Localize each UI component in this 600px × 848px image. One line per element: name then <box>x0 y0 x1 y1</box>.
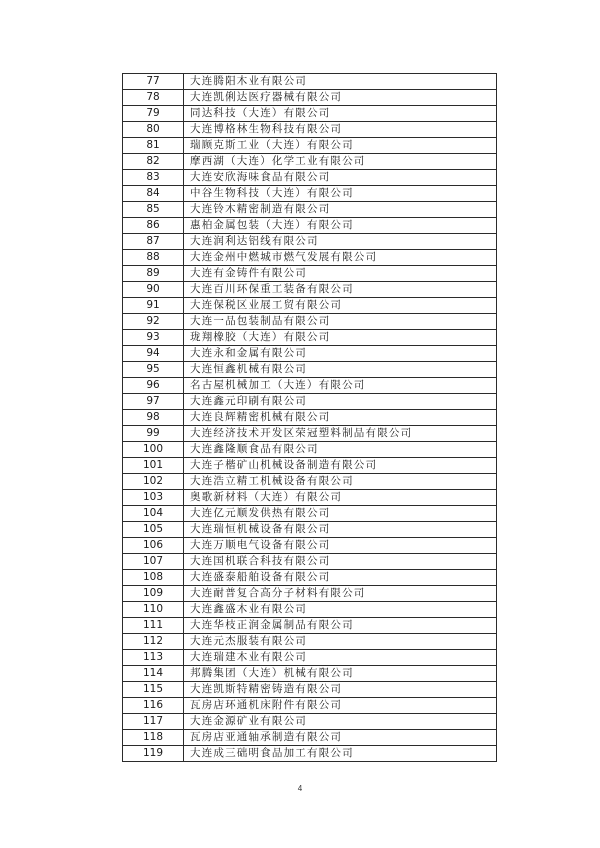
row-number: 101 <box>123 458 184 474</box>
company-name: 瑞顾克斯工业（大连）有限公司 <box>184 138 497 154</box>
row-number: 77 <box>123 74 184 90</box>
table-row <box>123 122 497 138</box>
row-number: 119 <box>123 746 184 762</box>
table-row <box>123 378 497 394</box>
table-row <box>123 186 497 202</box>
row-number: 106 <box>123 538 184 554</box>
company-name: 大连良辉精密机械有限公司 <box>184 410 497 426</box>
table-row <box>123 282 497 298</box>
table-row <box>123 490 497 506</box>
table-row <box>123 554 497 570</box>
table-row <box>123 506 497 522</box>
table-row <box>123 218 497 234</box>
company-list-body <box>123 74 497 762</box>
company-name: 大连国机联合科技有限公司 <box>184 554 497 570</box>
table-row <box>123 362 497 378</box>
company-name: 大连金州中燃城市燃气发展有限公司 <box>184 250 497 266</box>
company-name: 大连永和金属有限公司 <box>184 346 497 362</box>
company-name: 大连有金铸件有限公司 <box>184 266 497 282</box>
table-row <box>123 170 497 186</box>
row-number: 88 <box>123 250 184 266</box>
table-row <box>123 538 497 554</box>
company-name: 摩西湖（大连）化学工业有限公司 <box>184 154 497 170</box>
row-number: 87 <box>123 234 184 250</box>
row-number: 96 <box>123 378 184 394</box>
table-row <box>123 570 497 586</box>
company-name: 大连凯俐达医疗器械有限公司 <box>184 90 497 106</box>
row-number: 94 <box>123 346 184 362</box>
row-number: 84 <box>123 186 184 202</box>
company-name: 大连鑫元印刷有限公司 <box>184 394 497 410</box>
row-number: 89 <box>123 266 184 282</box>
row-number: 99 <box>123 426 184 442</box>
table-row <box>123 634 497 650</box>
table-row <box>123 74 497 90</box>
company-name: 奥歌新材料（大连）有限公司 <box>184 490 497 506</box>
company-name: 大连恒鑫机械有限公司 <box>184 362 497 378</box>
company-name: 惠柏金属包装（大连）有限公司 <box>184 218 497 234</box>
table-row <box>123 330 497 346</box>
table-row <box>123 746 497 762</box>
table-row <box>123 650 497 666</box>
company-name: 瓦房店亚通轴承制造有限公司 <box>184 730 497 746</box>
table-row <box>123 154 497 170</box>
table-row <box>123 714 497 730</box>
company-name: 大连一品包装制品有限公司 <box>184 314 497 330</box>
row-number: 116 <box>123 698 184 714</box>
company-name: 邦腾集团（大连）机械有限公司 <box>184 666 497 682</box>
company-name: 大连腾阳木业有限公司 <box>184 74 497 90</box>
row-number: 93 <box>123 330 184 346</box>
company-name: 大连经济技术开发区荣冠塑料制品有限公司 <box>184 426 497 442</box>
company-name: 大连百川环保重工装备有限公司 <box>184 282 497 298</box>
table-row <box>123 730 497 746</box>
company-name: 大连盛泰船舶设备有限公司 <box>184 570 497 586</box>
company-name: 大连鑫盛木业有限公司 <box>184 602 497 618</box>
table-row <box>123 522 497 538</box>
table-row <box>123 698 497 714</box>
row-number: 102 <box>123 474 184 490</box>
company-name: 大连安欣海味食品有限公司 <box>184 170 497 186</box>
row-number: 82 <box>123 154 184 170</box>
row-number: 113 <box>123 650 184 666</box>
row-number: 103 <box>123 490 184 506</box>
row-number: 95 <box>123 362 184 378</box>
company-name: 珑翔橡胶（大连）有限公司 <box>184 330 497 346</box>
table-row <box>123 394 497 410</box>
row-number: 80 <box>123 122 184 138</box>
table-row <box>123 586 497 602</box>
company-name: 大连元杰服装有限公司 <box>184 634 497 650</box>
table-row <box>123 298 497 314</box>
row-number: 108 <box>123 570 184 586</box>
company-name: 名古屋机械加工（大连）有限公司 <box>184 378 497 394</box>
row-number: 114 <box>123 666 184 682</box>
table-row <box>123 682 497 698</box>
company-name: 同达科技（大连）有限公司 <box>184 106 497 122</box>
table-row <box>123 250 497 266</box>
row-number: 117 <box>123 714 184 730</box>
company-name: 大连铃木精密制造有限公司 <box>184 202 497 218</box>
table-row <box>123 346 497 362</box>
table-row <box>123 666 497 682</box>
row-number: 91 <box>123 298 184 314</box>
row-number: 118 <box>123 730 184 746</box>
table-row <box>123 138 497 154</box>
company-name: 大连耐普复合高分子材料有限公司 <box>184 586 497 602</box>
table-row <box>123 410 497 426</box>
row-number: 79 <box>123 106 184 122</box>
row-number: 105 <box>123 522 184 538</box>
company-name: 大连华枝正润金属制品有限公司 <box>184 618 497 634</box>
company-name: 大连浩立精工机械设备有限公司 <box>184 474 497 490</box>
table-row <box>123 106 497 122</box>
company-name: 大连子楷矿山机械设备制造有限公司 <box>184 458 497 474</box>
table-row <box>123 234 497 250</box>
company-name: 大连成三础明食品加工有限公司 <box>184 746 497 762</box>
page-number: 4 <box>297 784 303 793</box>
company-name: 大连鑫隆顺食品有限公司 <box>184 442 497 458</box>
row-number: 98 <box>123 410 184 426</box>
company-name: 大连博格林生物科技有限公司 <box>184 122 497 138</box>
row-number: 109 <box>123 586 184 602</box>
company-name: 大连润利达铝线有限公司 <box>184 234 497 250</box>
company-name: 中谷生物科技（大连）有限公司 <box>184 186 497 202</box>
row-number: 100 <box>123 442 184 458</box>
company-list-table <box>122 73 497 762</box>
company-name: 大连瑞建木业有限公司 <box>184 650 497 666</box>
table-row <box>123 202 497 218</box>
row-number: 86 <box>123 218 184 234</box>
table-row <box>123 602 497 618</box>
table-row <box>123 474 497 490</box>
table-row <box>123 458 497 474</box>
row-number: 112 <box>123 634 184 650</box>
table-row <box>123 618 497 634</box>
row-number: 90 <box>123 282 184 298</box>
table-row <box>123 266 497 282</box>
company-name: 大连亿元顺发供热有限公司 <box>184 506 497 522</box>
row-number: 92 <box>123 314 184 330</box>
company-name: 大连金源矿业有限公司 <box>184 714 497 730</box>
row-number: 78 <box>123 90 184 106</box>
table-row <box>123 442 497 458</box>
row-number: 115 <box>123 682 184 698</box>
row-number: 83 <box>123 170 184 186</box>
company-name: 瓦房店环通机床附件有限公司 <box>184 698 497 714</box>
company-name: 大连凯斯特精密铸造有限公司 <box>184 682 497 698</box>
row-number: 111 <box>123 618 184 634</box>
table-row <box>123 426 497 442</box>
row-number: 81 <box>123 138 184 154</box>
company-name: 大连保税区业展工贸有限公司 <box>184 298 497 314</box>
row-number: 97 <box>123 394 184 410</box>
company-name: 大连万顺电气设备有限公司 <box>184 538 497 554</box>
row-number: 104 <box>123 506 184 522</box>
row-number: 107 <box>123 554 184 570</box>
row-number: 85 <box>123 202 184 218</box>
company-name: 大连瑞恒机械设备有限公司 <box>184 522 497 538</box>
table-row <box>123 314 497 330</box>
table-row <box>123 90 497 106</box>
row-number: 110 <box>123 602 184 618</box>
